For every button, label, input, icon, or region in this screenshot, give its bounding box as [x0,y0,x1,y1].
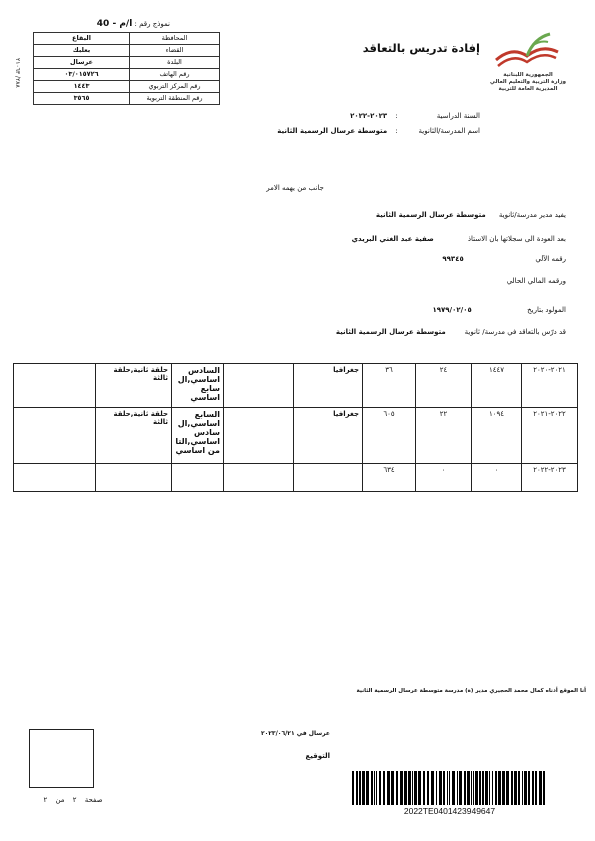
barcode-bar [447,771,448,805]
barcode-bar [391,771,394,805]
cell-cycles: حلقة ثانية,حلقة ثالثة [96,408,172,464]
barcode-bar [408,771,411,805]
info-table [33,32,220,105]
barcode-bar [396,771,398,805]
barcode-bar [366,771,369,805]
cell-c5 [224,464,294,492]
info-value: ٣٥٦٥ [34,93,130,105]
cell-subject: جغرافيا [294,364,363,408]
cell-classes: السابع اساسي,ال سادس اساسي,التا من اساسي [172,408,224,464]
info-row [34,57,220,69]
barcode-bar [379,771,381,805]
cell-c2: ٠ [416,464,472,492]
body-line-3: رقمه الآلي ٩٩٣٤٥ [442,255,566,263]
table-row [14,364,578,408]
barcode-bar [457,771,458,805]
barcode-bar [524,771,527,805]
barcode-bar [459,771,462,805]
cell-year: ٢٠٢٢-٢٠٢١ [522,408,578,464]
cell-c1: ٠ [472,464,522,492]
barcode-bar [498,771,501,805]
barcode-bar [543,771,545,805]
teaching-table [14,363,578,492]
cell-cycles [96,464,172,492]
barcode-bar [489,771,490,805]
barcode [350,771,549,805]
barcode-bar [414,771,417,805]
signature-label: التوقيع [305,752,330,760]
cell-c8 [14,364,96,408]
cell-c2: ٢٤ [416,364,472,408]
barcode-bar [404,771,407,805]
model-number: نموذج رقم : ا/م - 40 [96,19,170,29]
barcode-bar [443,771,445,805]
info-row [34,69,220,81]
cell-c3: ٣٦ [363,364,416,408]
info-label: رقم الهاتف [130,69,220,81]
cell-c3: ٦٠٥ [363,408,416,464]
barcode-bar [522,771,523,805]
barcode-bar [539,771,542,805]
barcode-bar [418,771,421,805]
barcode-bar [502,771,505,805]
cell-c3: ٦٣٤ [363,464,416,492]
model-value: ا/م - 40 [96,19,133,29]
barcode-text: 2022TE0401423949647 [403,806,496,816]
school-label: اسم المدرسة/الثانوية [418,127,480,135]
school-value: متوسطة عرسال الرسمية الثانية [277,127,388,135]
barcode-bar [374,771,375,805]
ministry-name: الجمهورية اللبنانية وزارة التربية والتعليم العالي المديرية العامة للتربية [489,72,567,92]
cell-year: ٢٠٢١-٢٠٢٠ [522,364,578,408]
barcode-bar [485,771,488,805]
barcode-bar [464,771,466,805]
barcode-bar [492,771,493,805]
cell-classes [172,464,224,492]
info-label: رقم المركز التربوي [130,81,220,93]
cell-c5 [224,408,294,464]
info-row [34,93,220,105]
barcode-bar [427,771,429,805]
cell-c8 [14,408,96,464]
barcode-bar [449,771,450,805]
barcode-bar [532,771,534,805]
cell-classes: السادس اساسي,ال سابع اساسي [172,364,224,408]
barcode-bar [352,771,354,805]
body-line-5: المولود بتاريخ ١٩٧٩/٠٢/٠٥ [432,306,566,314]
info-row [34,45,220,57]
info-label: المحافظة [130,33,220,45]
barcode-bar [506,771,509,805]
barcode-bar [482,771,484,805]
barcode-bar [383,771,385,805]
cell-c1: ١٠٩٤ [472,408,522,464]
page-title: إفادة تدريس بالتعاقد [362,41,480,55]
barcode-bar [452,771,455,805]
model-label: نموذج رقم [139,20,170,28]
barcode-bar [439,771,442,805]
barcode-bar [511,771,513,805]
school-name-line: اسم المدرسة/الثانوية : متوسطة عرسال الرسمية الثانية [277,127,480,135]
barcode-bar [412,771,413,805]
info-label: البلدة [130,57,220,69]
place-date: عرسال في ٢٠٢٣/٠٦/٢١ [260,730,330,737]
cell-c1: ١٤٤٧ [472,364,522,408]
barcode-bar [514,771,517,805]
body-line-2: بعد العودة الى سجلاتها بان الاستاذ صفية عبد الغني البريدي [351,235,566,243]
barcode-bar [535,771,537,805]
barcode-bar [423,771,425,805]
cell-subject [294,464,363,492]
barcode-bar [362,771,365,805]
barcode-bar [371,771,373,805]
cell-subject: جغرافيا [294,408,363,464]
barcode-bar [359,771,361,805]
ministry-logo [492,32,562,72]
barcode-bar [495,771,497,805]
barcode-bar [467,771,470,805]
barcode-bar [387,771,390,805]
body-line-1: يفيد مدير مدرسة/ثانوية متوسطة عرسال الرسمية الثانية [375,211,566,219]
table-row [14,464,578,492]
info-value: ١٤٤٣ [34,81,130,93]
barcode-bar [436,771,437,805]
year-value: ٢٠٢٣-٢٠٢٢ [350,112,388,120]
cell-cycles: حلقة ثانية,حلقة ثالثة [96,364,172,408]
info-row [34,81,220,93]
addressee: جانب من يهمه الامر [266,184,324,192]
year-label: السنة الدراسية [436,112,480,120]
school-year-line: السنة الدراسية : ٢٠٢٣-٢٠٢٢ [350,112,480,120]
barcode-bar [475,771,478,805]
info-row [34,33,220,45]
page-number: صفحة ٢ من ٢ [43,796,103,804]
info-value: البقاع [34,33,130,45]
barcode-bar [376,771,377,805]
side-reference-number: ٢٨٨/ ٢١٠٦٣ [14,58,21,88]
cell-c2: ٢٢ [416,408,472,464]
cell-c5 [224,364,294,408]
stamp-box [29,729,94,788]
info-label: القضاء [130,45,220,57]
barcode-bar [356,771,358,805]
signer-statement: أنا الموقع أدناه كمال محمد الحجيري مدير (ة) مدرسة متوسطة عرسال الرسمية الثانية [356,688,586,694]
barcode-bar [431,771,434,805]
barcode-bar [528,771,530,805]
barcode-bar [518,771,520,805]
cell-year: ٢٠٢٣-٢٠٢٢ [522,464,578,492]
body-line-6: قد درّس بالتعاقد في مدرسة/ ثانوية متوسطة عرسال الرسمية الثانية [335,328,566,336]
body-line-4: ورقمه المالي الحالي [506,277,566,285]
info-value: عرسال [34,57,130,69]
barcode-bar [400,771,403,805]
table-row [14,408,578,464]
barcode-bar [471,771,472,805]
info-label: رقم المنطقة التربوية [130,93,220,105]
barcode-bar [473,771,474,805]
barcode-bar [479,771,481,805]
info-value: بعلبك [34,45,130,57]
info-value: ٠٣/٠١٥٧٢٦ [34,69,130,81]
cell-c8 [14,464,96,492]
